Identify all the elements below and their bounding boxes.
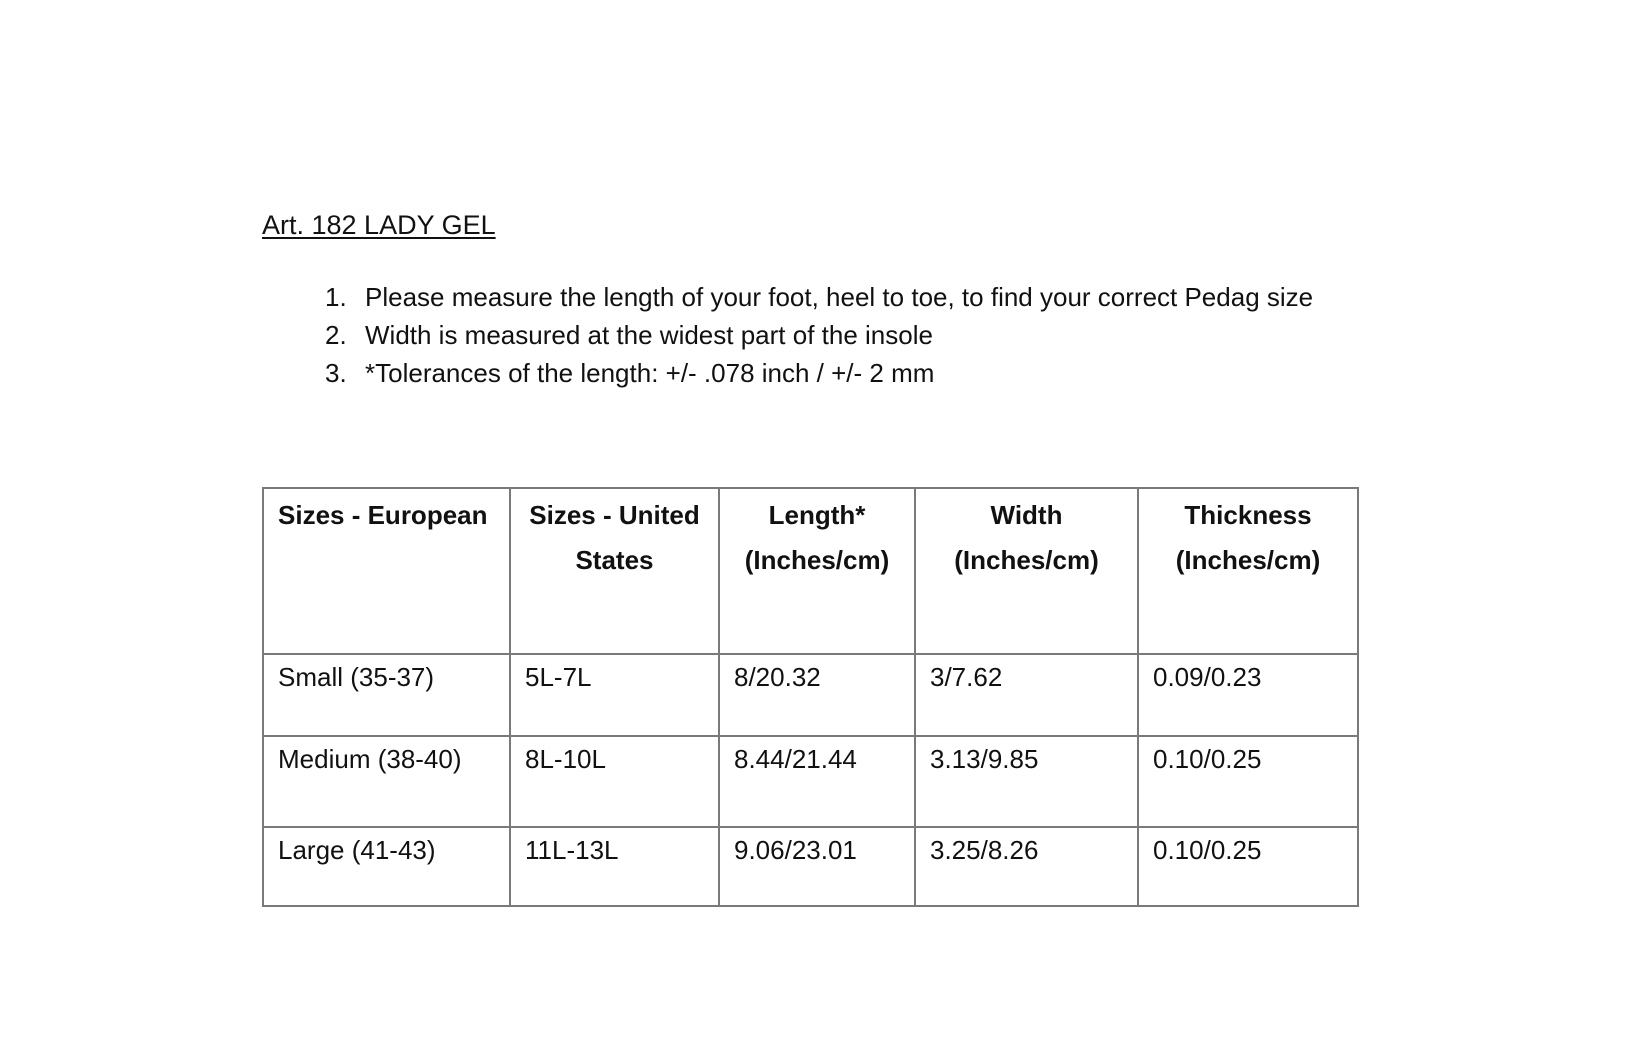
instruction-text: Please measure the length of your foot, heel to toe, to find your correct Pedag size <box>365 282 1314 312</box>
cell-size-us: 11L-13L <box>510 827 719 906</box>
table-header-row <box>263 488 1358 654</box>
document-title: Art. 182 LADY GEL <box>262 210 496 240</box>
cell-length: 8/20.32 <box>719 654 915 736</box>
cell-thickness: 0.10/0.25 <box>1138 827 1358 906</box>
cell-size-european: Small (35-37) <box>263 654 510 736</box>
header-sizes-european: Sizes - European <box>263 488 510 654</box>
cell-size-european: Medium (38-40) <box>263 736 510 827</box>
cell-length: 9.06/23.01 <box>719 827 915 906</box>
size-table <box>262 487 1359 907</box>
cell-thickness: 0.09/0.23 <box>1138 654 1358 736</box>
instruction-text: *Tolerances of the length: +/- .078 inch / +/- 2 mm <box>365 358 935 388</box>
cell-width: 3.13/9.85 <box>915 736 1138 827</box>
cell-width: 3/7.62 <box>915 654 1138 736</box>
instruction-item <box>300 278 1313 316</box>
instruction-item <box>300 316 1313 354</box>
instruction-text: Width is measured at the widest part of the insole <box>365 320 933 350</box>
table-row <box>263 736 1358 827</box>
cell-size-us: 8L-10L <box>510 736 719 827</box>
instruction-item <box>300 354 1313 392</box>
header-sizes-us: Sizes - United States <box>510 488 719 654</box>
header-length: Length* (Inches/cm) <box>719 488 915 654</box>
instruction-number: 3. <box>325 358 347 388</box>
cell-size-european: Large (41-43) <box>263 827 510 906</box>
cell-size-us: 5L-7L <box>510 654 719 736</box>
header-thickness: Thickness (Inches/cm) <box>1138 488 1358 654</box>
table-row <box>263 654 1358 736</box>
cell-thickness: 0.10/0.25 <box>1138 736 1358 827</box>
instruction-number: 2. <box>325 320 347 350</box>
header-width: Width (Inches/cm) <box>915 488 1138 654</box>
cell-width: 3.25/8.26 <box>915 827 1138 906</box>
instructions-list <box>300 278 1313 392</box>
table-row <box>263 827 1358 906</box>
cell-length: 8.44/21.44 <box>719 736 915 827</box>
instruction-number: 1. <box>325 282 347 312</box>
